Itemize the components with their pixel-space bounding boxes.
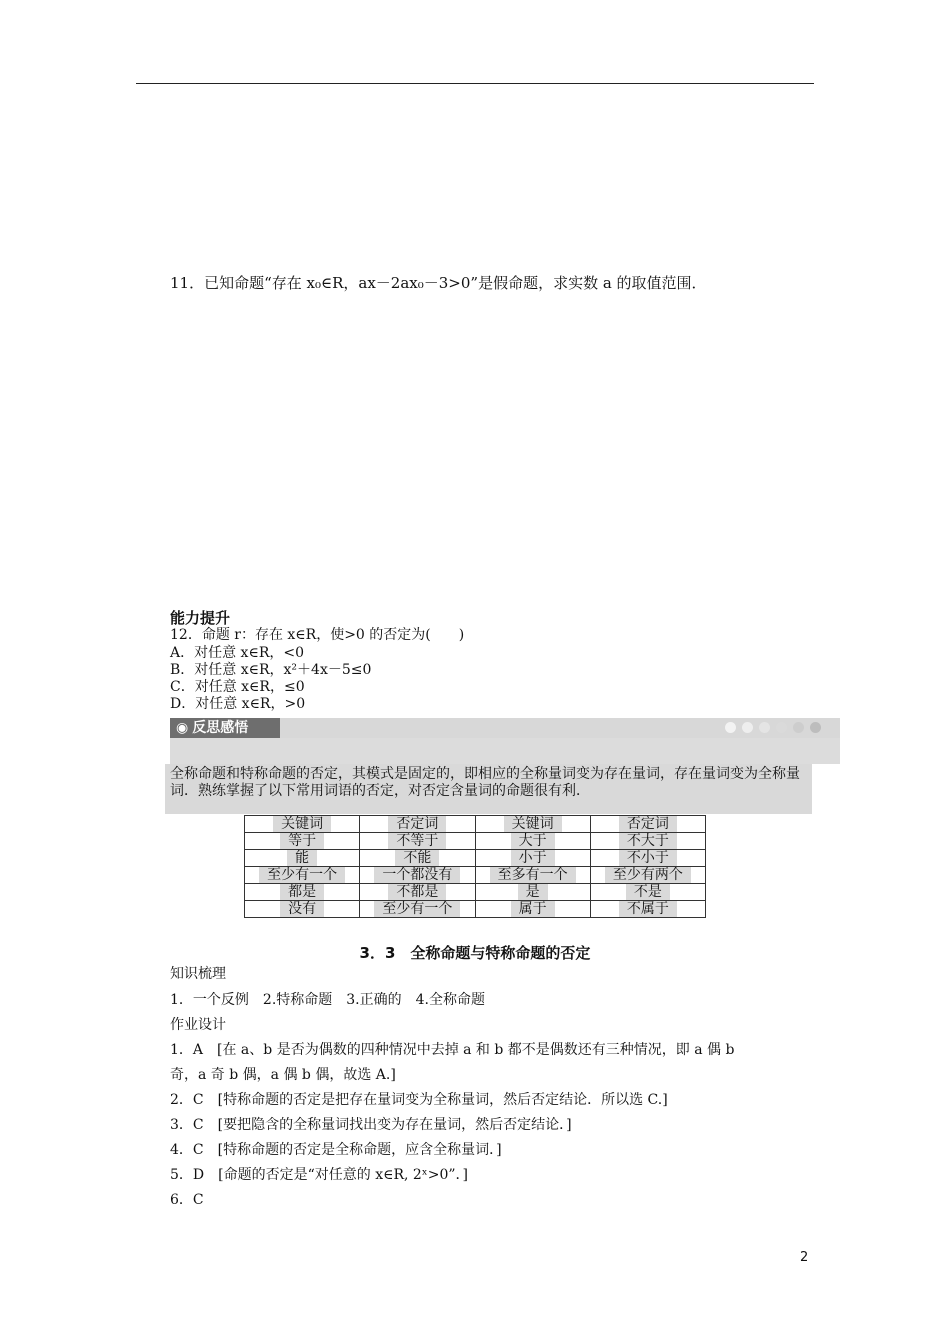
page-number: 2 bbox=[800, 1250, 809, 1265]
bullet-circle-icon: ◉ bbox=[176, 720, 189, 736]
dot-icon bbox=[810, 722, 821, 733]
table-cell bbox=[360, 833, 475, 850]
table-cell bbox=[475, 850, 590, 867]
reflection-panel-top bbox=[170, 738, 840, 764]
table-cell bbox=[245, 884, 360, 901]
table-cell-text: 属于 bbox=[511, 901, 555, 917]
table-cell-text: 关键词 bbox=[273, 816, 331, 832]
knowledge-heading: 知识梳理 bbox=[170, 966, 226, 982]
answer-line: 6．C bbox=[170, 1192, 204, 1208]
table-cell bbox=[475, 884, 590, 901]
table-cell bbox=[360, 850, 475, 867]
answer-line: 4．C [特称命题的否定是全称命题，应含全称量词．] bbox=[170, 1142, 502, 1158]
table-cell bbox=[590, 833, 705, 850]
table-row bbox=[245, 850, 706, 867]
table-cell bbox=[590, 901, 705, 918]
table-cell bbox=[360, 884, 475, 901]
table-cell bbox=[245, 833, 360, 850]
answer-line: 3．C [要把隐含的全称量词找出变为存在量词，然后否定结论．] bbox=[170, 1117, 572, 1133]
reflection-tab bbox=[170, 718, 280, 738]
table-cell bbox=[590, 884, 705, 901]
answer-line: 奇，a 奇 b 偶，a 偶 b 偶，故选 A.] bbox=[170, 1067, 396, 1083]
table-cell-text: 一个都没有 bbox=[374, 867, 460, 883]
answer-line: 1．A [在 a、b 是否为偶数的四种情况中去掉 a 和 b 都不是偶数还有三种情况，即 a 偶 b bbox=[170, 1042, 735, 1058]
table-cell-text: 否定词 bbox=[619, 816, 677, 832]
decorative-dots bbox=[725, 722, 821, 734]
table-cell-text: 没有 bbox=[280, 901, 324, 917]
table-cell bbox=[590, 850, 705, 867]
homework-heading: 作业设计 bbox=[170, 1017, 226, 1033]
table-cell bbox=[360, 901, 475, 918]
table-cell-text: 至少有两个 bbox=[605, 867, 691, 883]
table-cell-text: 能 bbox=[287, 850, 317, 866]
table-cell bbox=[245, 867, 360, 884]
table-cell bbox=[245, 816, 360, 833]
table-cell-text: 不大于 bbox=[619, 833, 677, 849]
table-cell-text: 关键词 bbox=[504, 816, 562, 832]
table-cell-text: 不能 bbox=[395, 850, 439, 866]
reflection-text: 全称命题和特称命题的否定，其模式是固定的，即相应的全称量词变为存在量词，存在量词变为全称量词．熟练掌握了以下常用词语的否定，对否定含量词的命题很有利． bbox=[170, 766, 800, 799]
table-cell bbox=[475, 867, 590, 884]
table-header-row bbox=[245, 816, 706, 833]
table-row bbox=[245, 901, 706, 918]
table-cell-text: 大于 bbox=[511, 833, 555, 849]
section-title: 能力提升 bbox=[170, 609, 231, 627]
table-cell bbox=[475, 833, 590, 850]
knowledge-items: 1．一个反例 2.特称命题 3.正确的 4.全称命题 bbox=[170, 992, 485, 1008]
table-cell-text: 是 bbox=[518, 884, 548, 900]
table-row bbox=[245, 867, 706, 884]
table-cell-text: 至少有一个 bbox=[259, 867, 345, 883]
option-a: A．对任意 x∈R，<0 bbox=[170, 645, 304, 661]
table-cell-text: 至少有一个 bbox=[374, 901, 460, 917]
table-cell-text: 都是 bbox=[280, 884, 324, 900]
table-cell-text: 等于 bbox=[280, 833, 324, 849]
option-b: B．对任意 x∈R，x²＋4x－5≤0 bbox=[170, 662, 372, 678]
negation-table bbox=[244, 815, 706, 918]
dot-icon bbox=[759, 722, 770, 733]
dot-icon bbox=[725, 722, 736, 733]
table-cell bbox=[360, 816, 475, 833]
table-row bbox=[245, 884, 706, 901]
option-d: D．对任意 x∈R，>0 bbox=[170, 696, 306, 712]
table-cell-text: 不小于 bbox=[619, 850, 677, 866]
question-12-stem: 12．命题 r：存在 x∈R，使>0 的否定为( ) bbox=[170, 627, 465, 643]
table-cell-text: 不等于 bbox=[388, 833, 446, 849]
table-row bbox=[245, 833, 706, 850]
table-cell bbox=[360, 867, 475, 884]
answer-line: 5．D [命题的否定是“对任意的 x∈R, 2ˣ>0”．] bbox=[170, 1167, 468, 1183]
table-cell-text: 不都是 bbox=[388, 884, 446, 900]
table-cell bbox=[590, 867, 705, 884]
header-rule bbox=[136, 83, 814, 84]
table-cell-text: 不属于 bbox=[619, 901, 677, 917]
table-cell-text: 至多有一个 bbox=[490, 867, 576, 883]
table-cell bbox=[590, 816, 705, 833]
table-cell-text: 否定词 bbox=[388, 816, 446, 832]
answers-title: 3．3 全称命题与特称命题的否定 bbox=[359, 944, 591, 962]
answer-line: 2．C [特称命题的否定是把存在量词变为全称量词，然后否定结论．所以选 C.] bbox=[170, 1092, 668, 1108]
option-c: C．对任意 x∈R，≤0 bbox=[170, 679, 305, 695]
table-cell bbox=[475, 901, 590, 918]
table-cell bbox=[245, 850, 360, 867]
reflection-title: 反思感悟 bbox=[192, 720, 249, 736]
table-cell-text: 小于 bbox=[511, 850, 555, 866]
dot-icon bbox=[793, 722, 804, 733]
table-cell bbox=[475, 816, 590, 833]
table-cell-text: 不是 bbox=[626, 884, 670, 900]
table-cell bbox=[245, 901, 360, 918]
dot-icon bbox=[776, 722, 787, 733]
dot-icon bbox=[742, 722, 753, 733]
question-11: 11．已知命题“存在 x₀∈R，ax－2ax₀－3>0”是假命题，求实数 a 的取值范围． bbox=[170, 274, 707, 292]
